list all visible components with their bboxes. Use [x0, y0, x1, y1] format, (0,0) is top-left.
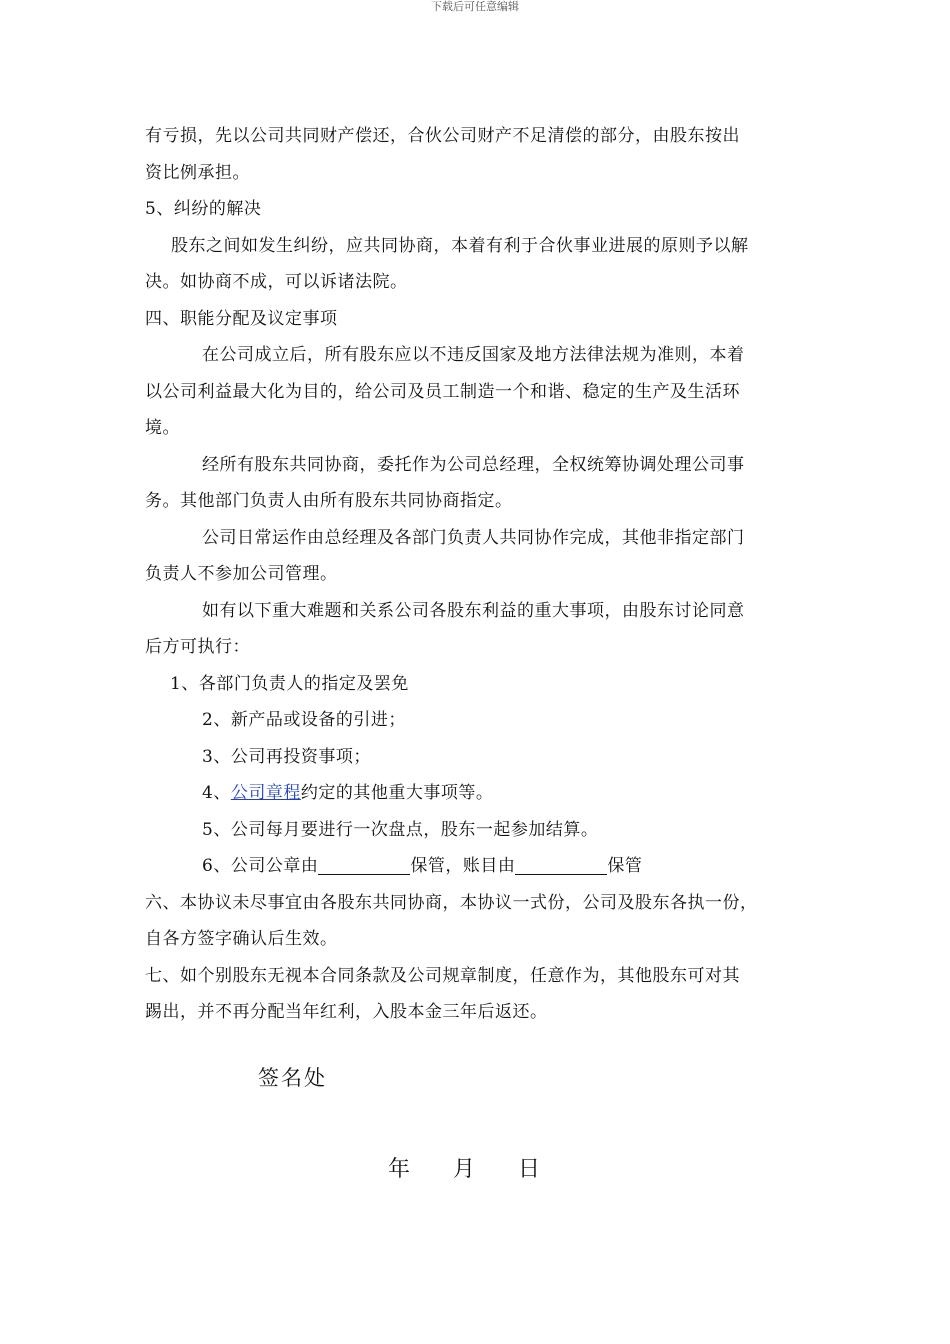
paragraph-line: 公司日常运作由总经理及各部门负责人共同协作完成，其他非指定部门	[202, 527, 745, 548]
paragraph-line: 在公司成立后，所有股东应以不违反国家及地方法律法规为准则，本着	[202, 345, 745, 365]
paragraph-line: 踢出，并不再分配当年红利，入股本金三年后返还。	[145, 1002, 548, 1022]
paragraph-line: 负责人不参加公司管理。	[145, 564, 338, 584]
list-item: 2、新产品或设备的引进；	[202, 710, 406, 730]
list-item	[145, 775, 825, 812]
paragraph-line: 七、如个别股东无视本合同条款及公司规章制度，任意作为，其他股东可对其	[145, 965, 740, 986]
paragraph-line: 如有以下重大难题和关系公司各股东利益的重大事项，由股东讨论同意	[202, 600, 745, 621]
paragraph-line: 决。如协商不成，可以诉诸法院。	[145, 272, 408, 292]
paragraph-line: 资比例承担。	[145, 162, 250, 183]
signature-label: 签名处	[258, 1066, 327, 1090]
paragraph-line: 有亏损，先以公司共同财产偿还，合伙公司财产不足清偿的部分，由股东按出	[145, 126, 740, 146]
paragraph-line: 经所有股东共同协商，委托作为公司总经理，全权统筹协调处理公司事	[202, 454, 745, 475]
date-day: 日	[518, 1157, 541, 1182]
paragraph-line: 六、本协议未尽事宜由各股东共同协商，本协议一式份，公司及股东各执一份，	[145, 892, 758, 913]
section-heading-dispute: 5、纠纷的解决	[145, 199, 262, 219]
accounts-keeper-blank	[515, 856, 607, 875]
paragraph-line: 自各方签字确认后生效。	[145, 929, 338, 949]
paragraph-line: 后方可执行：	[145, 637, 250, 657]
document-body	[145, 118, 825, 1031]
list-item: 5、公司每月要进行一次盘点，股东一起参加结算。	[202, 819, 599, 840]
list-item-text: 约定的其他重大事项等。	[300, 783, 494, 803]
list-item-prefix: 4、	[202, 783, 231, 803]
paragraph-line: 股东之间如发生纠纷，应共同协商，本着有利于合伙事业进展的原则予以解	[171, 235, 749, 256]
date-line	[388, 1152, 540, 1183]
list-item-text: 保管，账目由	[410, 856, 516, 876]
list-item: 3、公司再投资事项；	[202, 746, 371, 767]
paragraph-line: 境。	[145, 418, 180, 438]
date-month: 月	[453, 1157, 476, 1182]
seal-keeper-blank	[318, 856, 410, 875]
paragraph-line: 务。其他部门负责人由所有股东共同协商指定。	[145, 491, 513, 511]
list-item-text: 6、公司公章由	[202, 856, 319, 876]
list-item	[145, 848, 825, 885]
company-charter-link[interactable]: 公司章程	[230, 783, 301, 803]
date-year: 年	[388, 1157, 411, 1182]
header-note: 下载后可任意编辑	[431, 0, 519, 13]
section-heading-functions: 四、职能分配及议定事项	[145, 308, 338, 329]
list-item-text: 保管	[607, 856, 643, 876]
paragraph-line: 以公司利益最大化为目的，给公司及员工制造一个和谐、稳定的生产及生活环	[145, 381, 740, 402]
list-item: 1、各部门负责人的指定及罢免	[170, 673, 409, 694]
